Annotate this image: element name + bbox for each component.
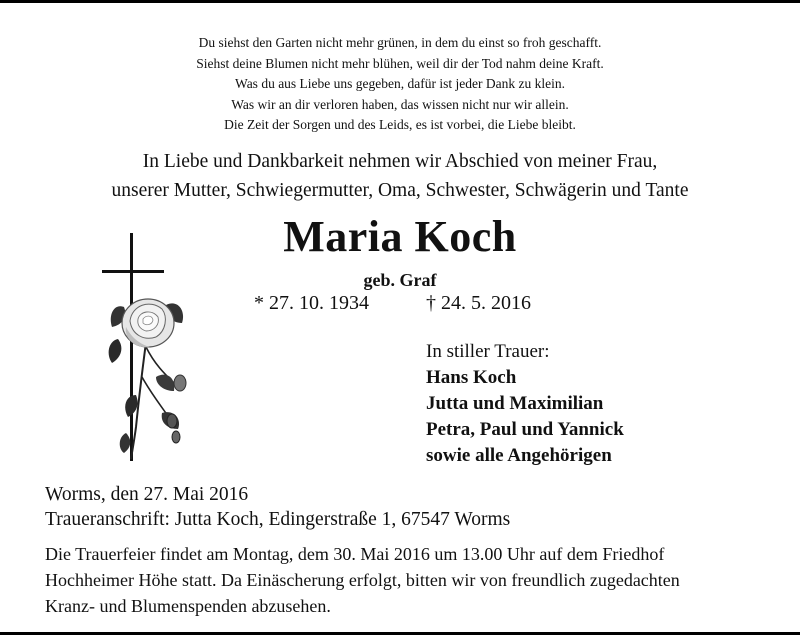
mourner-name: Jutta und Maximilian [426, 393, 604, 414]
farewell-intro [0, 147, 800, 205]
mourning-address: Traueranschrift: Jutta Koch, Edingerstraße 1, 67547 Worms [45, 509, 511, 530]
ceremony-line: Hochheimer Höhe statt. Da Einäscherung erfolgt, bitten wir von freundlich zugedachten [45, 570, 680, 590]
birth-date: * 27. 10. 1934 [254, 292, 369, 314]
mourner-name: Petra, Paul und Yannick [426, 419, 624, 440]
funeral-ceremony-notice [45, 541, 765, 619]
maiden-name: geb. Graf [363, 270, 437, 290]
poem-line: Du siehst den Garten nicht mehr grünen, in dem du einst so froh geschafft. [198, 35, 602, 50]
ceremony-line: Kranz- und Blumenspenden abzusehen. [45, 596, 331, 616]
poem-line: Was wir an dir verloren haben, das wissen nicht nur wir allein. [231, 96, 569, 112]
poem-line: Was du aus Liebe uns gegeben, dafür ist jeder Dank zu klein. [235, 76, 565, 91]
poem-line: Siehst deine Blumen nicht mehr blühen, weil dir der Tod nahm deine Kraft. [196, 55, 604, 71]
mourners-heading: In stiller Trauer: [426, 341, 550, 362]
mourner-name: Hans Koch [426, 367, 517, 388]
ceremony-line: Die Trauerfeier findet am Montag, dem 30. Mai 2016 um 13.00 Uhr auf dem Friedhof [45, 544, 665, 564]
death-date: † 24. 5. 2016 [426, 292, 531, 314]
place-and-date: Worms, den 27. Mai 2016 [45, 484, 249, 505]
deceased-name: Maria Koch [283, 212, 517, 261]
memorial-poem [0, 33, 800, 136]
cross-with-rose-icon [96, 227, 196, 467]
mourners-list [426, 339, 624, 469]
mourner-name: sowie alle Angehörigen [426, 445, 612, 466]
poem-line: Die Zeit der Sorgen und des Leids, es ist vorbei, die Liebe bleibt. [224, 117, 576, 132]
intro-line: In Liebe und Dankbarkeit nehmen wir Abschied von meiner Frau, [142, 151, 658, 172]
intro-line: unserer Mutter, Schwiegermutter, Oma, Schwester, Schwägerin und Tante [111, 180, 689, 201]
